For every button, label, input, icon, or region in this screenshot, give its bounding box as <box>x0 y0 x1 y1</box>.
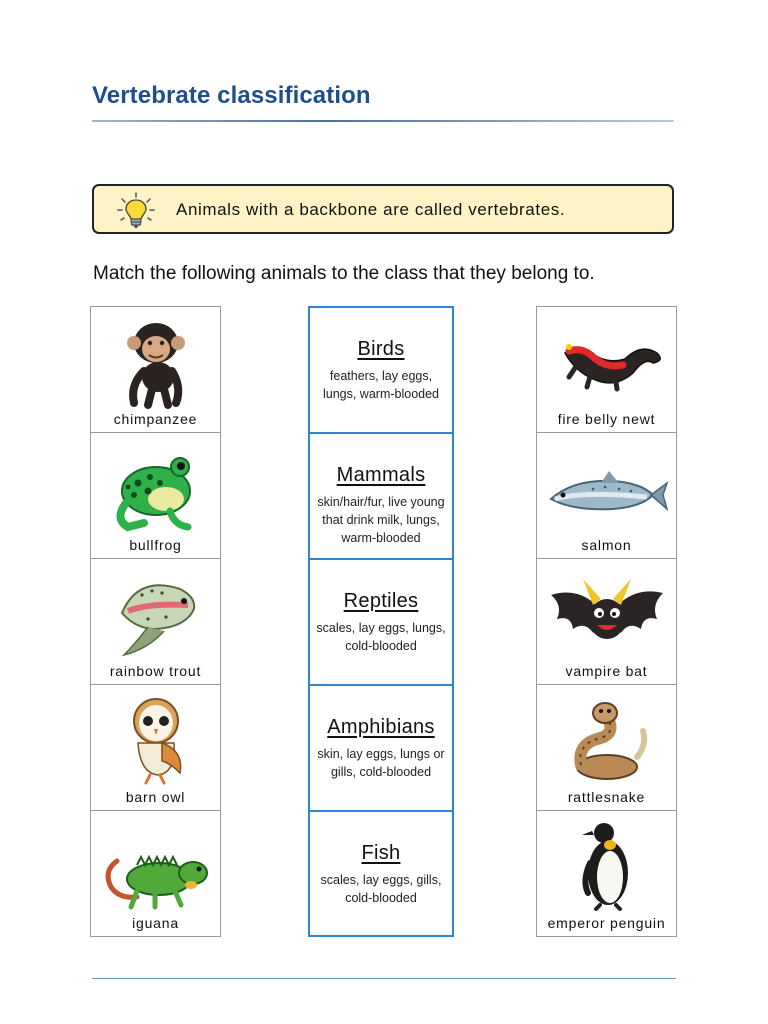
animal-card[interactable] <box>90 432 221 558</box>
animal-label: bullfrog <box>129 537 182 553</box>
animal-card[interactable] <box>90 558 221 684</box>
class-card[interactable] <box>308 810 454 937</box>
animal-card[interactable] <box>536 810 677 937</box>
class-card[interactable] <box>308 432 454 558</box>
class-description: skin, lay eggs, lungs or gills, cold-blooded <box>317 747 445 779</box>
animal-card[interactable] <box>90 684 221 810</box>
class-description: scales, lay eggs, lungs, cold-blooded <box>316 621 446 653</box>
animal-label: barn owl <box>125 789 186 805</box>
class-card[interactable] <box>308 558 454 684</box>
animal-label: emperor penguin <box>547 915 666 931</box>
animal-label: vampire bat <box>565 663 648 679</box>
title-divider <box>92 120 674 122</box>
right-animal-column <box>536 306 677 937</box>
salmon-icon <box>543 439 671 535</box>
frog-icon <box>108 439 204 535</box>
trout-icon <box>108 565 204 661</box>
animal-card[interactable] <box>90 306 221 432</box>
footer-divider <box>92 978 676 979</box>
class-description: skin/hair/fur, live young that drink milk, lungs, warm-blooded <box>317 495 445 545</box>
class-name: Reptiles <box>343 590 419 612</box>
class-name: Fish <box>361 842 401 864</box>
lightbulb-icon <box>116 191 156 231</box>
animal-card[interactable] <box>536 558 677 684</box>
class-name: Birds <box>357 338 405 360</box>
class-column <box>308 306 454 937</box>
animal-label: rainbow trout <box>109 663 202 679</box>
animal-card[interactable] <box>536 306 677 432</box>
class-name: Amphibians <box>327 716 435 738</box>
class-card[interactable] <box>308 306 454 432</box>
animal-label: rattlesnake <box>567 789 646 805</box>
newt-icon <box>545 313 669 409</box>
penguin-icon <box>572 817 642 913</box>
left-animal-column <box>90 306 221 937</box>
animal-label: iguana <box>132 915 179 931</box>
animal-label: chimpanzee <box>113 411 198 427</box>
iguana-icon <box>97 817 215 913</box>
animal-label: fire belly newt <box>557 411 656 427</box>
callout-text: Animals with a backbone are called vertebrates. <box>176 200 566 219</box>
animal-card[interactable] <box>90 810 221 937</box>
page-title: Vertebrate classification <box>92 82 371 109</box>
class-description: feathers, lay eggs, lungs, warm-blooded <box>322 369 440 401</box>
class-card[interactable] <box>308 684 454 810</box>
class-name: Mammals <box>336 464 426 486</box>
animal-card[interactable] <box>536 684 677 810</box>
animal-card[interactable] <box>536 432 677 558</box>
bat-icon <box>543 565 671 661</box>
rattlesnake-icon <box>557 691 657 787</box>
animal-label: salmon <box>581 537 632 553</box>
chimpanzee-icon <box>116 313 196 409</box>
instruction-text: Match the following animals to the class that they belong to. <box>93 263 595 284</box>
info-callout <box>92 184 674 234</box>
class-description: scales, lay eggs, gills, cold-blooded <box>320 873 442 905</box>
owl-icon <box>116 691 196 787</box>
